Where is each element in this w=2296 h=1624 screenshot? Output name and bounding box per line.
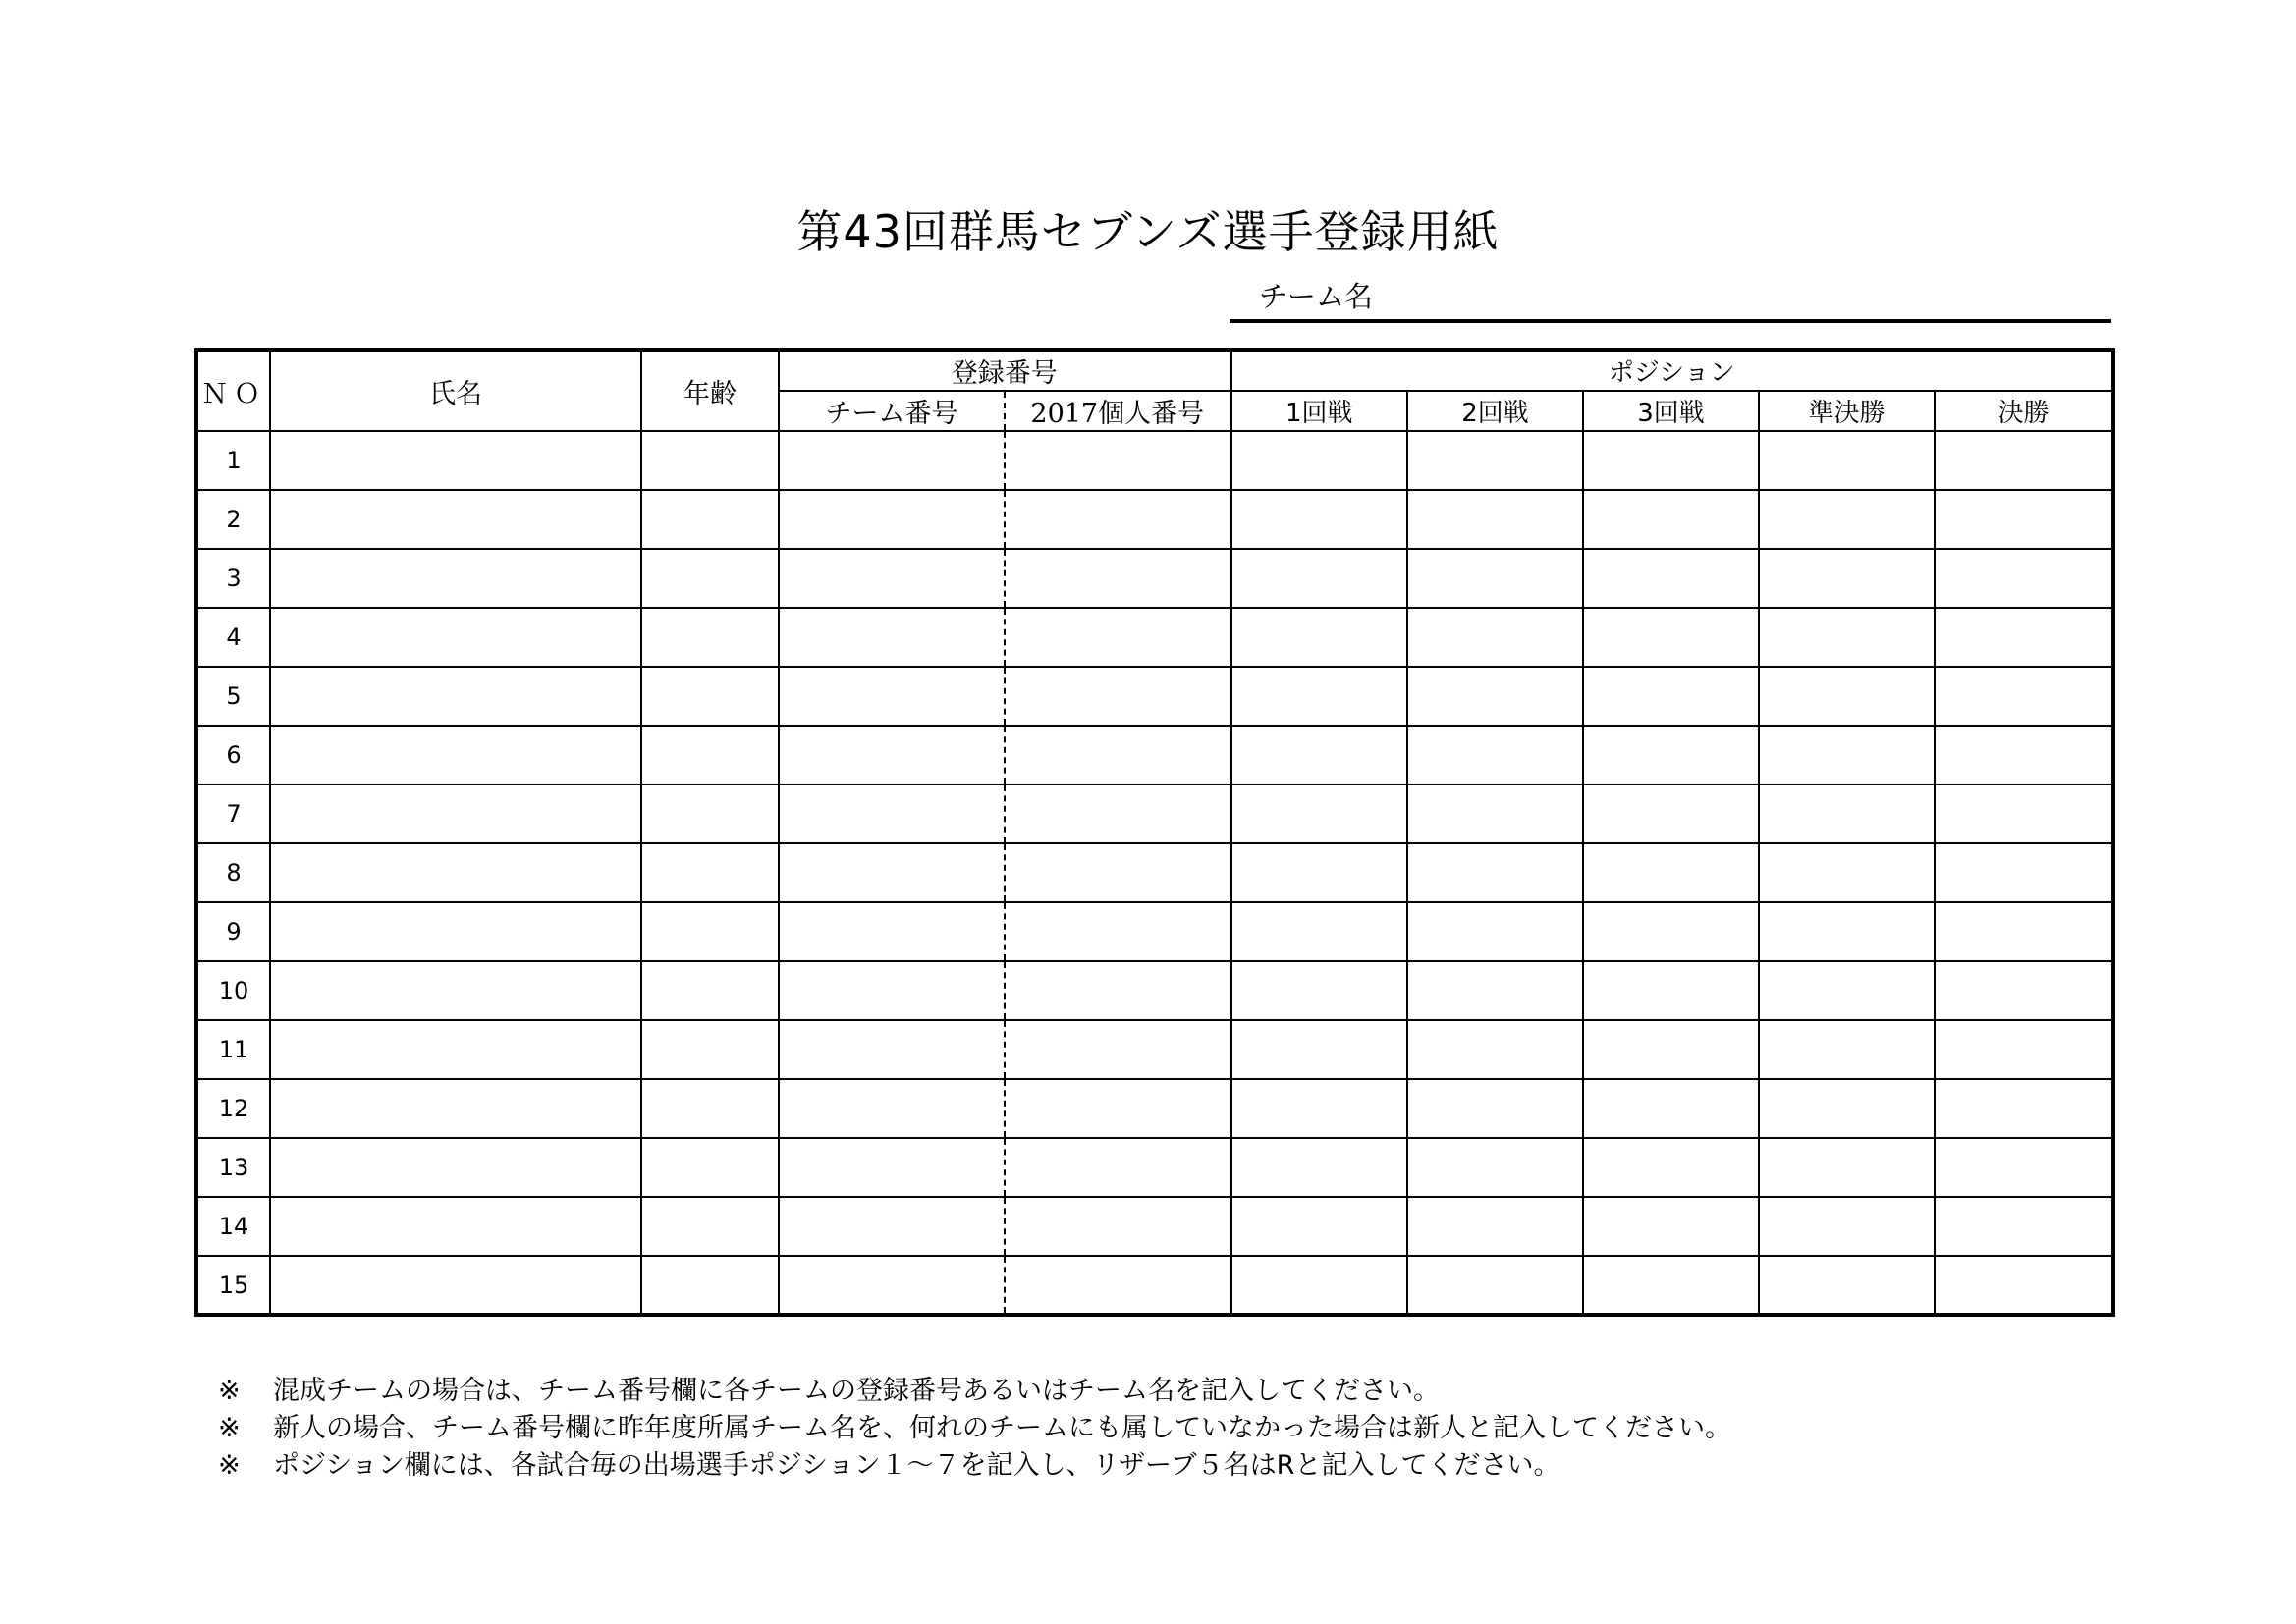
team-number-cell[interactable] [779, 1020, 1005, 1079]
final-cell[interactable] [1935, 726, 2113, 785]
final-cell[interactable] [1935, 1138, 2113, 1197]
round-1-cell[interactable] [1230, 549, 1407, 608]
team-number-cell[interactable] [779, 490, 1005, 549]
age-cell[interactable] [641, 431, 779, 490]
header-name: 氏名 [270, 350, 641, 431]
note-1 [218, 1373, 1731, 1410]
header-semifinal: 準決勝 [1759, 391, 1935, 431]
name-cell[interactable] [270, 1138, 641, 1197]
row-number: 6 [196, 726, 270, 785]
final-cell[interactable] [1935, 490, 2113, 549]
round-2-cell[interactable] [1407, 490, 1583, 549]
name-cell[interactable] [270, 667, 641, 726]
final-cell[interactable] [1935, 1197, 2113, 1256]
team-number-cell[interactable] [779, 431, 1005, 490]
team-number-cell[interactable] [779, 1138, 1005, 1197]
table-row [196, 490, 2113, 549]
final-cell[interactable] [1935, 608, 2113, 667]
personal-number-cell[interactable] [1005, 843, 1230, 902]
note-mark: ※ [218, 1413, 241, 1443]
name-cell[interactable] [270, 843, 641, 902]
name-cell[interactable] [270, 1197, 641, 1256]
notes [218, 1373, 1731, 1485]
personal-number-cell[interactable] [1005, 902, 1230, 961]
round-3-cell[interactable] [1583, 902, 1759, 961]
personal-number-cell[interactable] [1005, 1256, 1230, 1315]
round-2-cell[interactable] [1407, 1256, 1583, 1315]
round-2-cell[interactable] [1407, 1138, 1583, 1197]
header-registration: 登録番号 [779, 350, 1230, 391]
age-cell[interactable] [641, 785, 779, 843]
row-number: 7 [196, 785, 270, 843]
header-position: ポジション [1230, 350, 2113, 391]
row-number: 3 [196, 549, 270, 608]
team-number-cell[interactable] [779, 785, 1005, 843]
personal-number-cell[interactable] [1005, 1138, 1230, 1197]
semifinal-cell[interactable] [1759, 1020, 1935, 1079]
semifinal-cell[interactable] [1759, 490, 1935, 549]
round-3-cell[interactable] [1583, 1256, 1759, 1315]
personal-number-cell[interactable] [1005, 961, 1230, 1020]
round-3-cell[interactable] [1583, 549, 1759, 608]
name-cell[interactable] [270, 961, 641, 1020]
name-cell[interactable] [270, 1020, 641, 1079]
round-1-cell[interactable] [1230, 431, 1407, 490]
semifinal-cell[interactable] [1759, 549, 1935, 608]
name-cell[interactable] [270, 549, 641, 608]
round-2-cell[interactable] [1407, 843, 1583, 902]
round-1-cell[interactable] [1230, 1079, 1407, 1138]
header-team-number: チーム番号 [779, 391, 1005, 431]
final-cell[interactable] [1935, 785, 2113, 843]
personal-number-cell[interactable] [1005, 726, 1230, 785]
name-cell[interactable] [270, 608, 641, 667]
row-number: 11 [196, 1020, 270, 1079]
team-number-cell[interactable] [779, 961, 1005, 1020]
round-2-cell[interactable] [1407, 431, 1583, 490]
semifinal-cell[interactable] [1759, 1138, 1935, 1197]
header-personal-number: 2017個人番号 [1005, 391, 1230, 431]
note-mark: ※ [218, 1450, 241, 1481]
round-2-cell[interactable] [1407, 785, 1583, 843]
final-cell[interactable] [1935, 902, 2113, 961]
header-no: ＮＯ [196, 350, 270, 431]
semifinal-cell[interactable] [1759, 785, 1935, 843]
age-cell[interactable] [641, 1197, 779, 1256]
round-1-cell[interactable] [1230, 902, 1407, 961]
round-1-cell[interactable] [1230, 1020, 1407, 1079]
semifinal-cell[interactable] [1759, 726, 1935, 785]
semifinal-cell[interactable] [1759, 902, 1935, 961]
table-row [196, 431, 2113, 490]
age-cell[interactable] [641, 667, 779, 726]
semifinal-cell[interactable] [1759, 843, 1935, 902]
table-row [196, 1138, 2113, 1197]
final-cell[interactable] [1935, 549, 2113, 608]
row-number: 13 [196, 1138, 270, 1197]
row-number: 12 [196, 1079, 270, 1138]
semifinal-cell[interactable] [1759, 1256, 1935, 1315]
personal-number-cell[interactable] [1005, 490, 1230, 549]
round-1-cell[interactable] [1230, 843, 1407, 902]
row-number: 4 [196, 608, 270, 667]
table-row [196, 667, 2113, 726]
semifinal-cell[interactable] [1759, 608, 1935, 667]
name-cell[interactable] [270, 431, 641, 490]
table-row [196, 902, 2113, 961]
team-name-label: チーム名 [1259, 280, 1374, 313]
table-row [196, 843, 2113, 902]
team-number-cell[interactable] [779, 608, 1005, 667]
round-2-cell[interactable] [1407, 1020, 1583, 1079]
table-row [196, 1020, 2113, 1079]
semifinal-cell[interactable] [1759, 667, 1935, 726]
age-cell[interactable] [641, 490, 779, 549]
round-1-cell[interactable] [1230, 608, 1407, 667]
final-cell[interactable] [1935, 961, 2113, 1020]
row-number: 5 [196, 667, 270, 726]
round-3-cell[interactable] [1583, 1138, 1759, 1197]
name-cell[interactable] [270, 902, 641, 961]
table-row [196, 1197, 2113, 1256]
round-1-cell[interactable] [1230, 785, 1407, 843]
round-1-cell[interactable] [1230, 726, 1407, 785]
team-number-cell[interactable] [779, 902, 1005, 961]
round-3-cell[interactable] [1583, 608, 1759, 667]
personal-number-cell[interactable] [1005, 1020, 1230, 1079]
note-3 [218, 1447, 1731, 1485]
registration-table [194, 348, 2115, 1317]
team-number-cell[interactable] [779, 1079, 1005, 1138]
name-cell[interactable] [270, 1256, 641, 1315]
personal-number-cell[interactable] [1005, 785, 1230, 843]
table-row [196, 1079, 2113, 1138]
team-number-cell[interactable] [779, 726, 1005, 785]
personal-number-cell[interactable] [1005, 667, 1230, 726]
name-cell[interactable] [270, 1079, 641, 1138]
semifinal-cell[interactable] [1759, 961, 1935, 1020]
round-2-cell[interactable] [1407, 1197, 1583, 1256]
round-1-cell[interactable] [1230, 1197, 1407, 1256]
age-cell[interactable] [641, 843, 779, 902]
row-number: 9 [196, 902, 270, 961]
round-1-cell[interactable] [1230, 490, 1407, 549]
name-cell[interactable] [270, 726, 641, 785]
note-2 [218, 1410, 1731, 1447]
note-text: ポジション欄には、各試合毎の出場選手ポジション１～７を記入し、リザーブ５名はRと記入してください。 [273, 1450, 1560, 1481]
team-number-cell[interactable] [779, 843, 1005, 902]
round-2-cell[interactable] [1407, 549, 1583, 608]
note-text: 新人の場合、チーム番号欄に昨年度所属チーム名を、何れのチームにも属していなかった場合は新人と記入してください。 [273, 1413, 1731, 1443]
round-2-cell[interactable] [1407, 608, 1583, 667]
team-number-cell[interactable] [779, 667, 1005, 726]
age-cell[interactable] [641, 1256, 779, 1315]
row-number: 2 [196, 490, 270, 549]
page-title: 第43回群馬セブンズ選手登録用紙 [796, 205, 1500, 258]
final-cell[interactable] [1935, 667, 2113, 726]
round-3-cell[interactable] [1583, 1197, 1759, 1256]
personal-number-cell[interactable] [1005, 431, 1230, 490]
round-2-cell[interactable] [1407, 961, 1583, 1020]
table-row [196, 608, 2113, 667]
round-1-cell[interactable] [1230, 667, 1407, 726]
round-1-cell[interactable] [1230, 1138, 1407, 1197]
personal-number-cell[interactable] [1005, 1079, 1230, 1138]
round-3-cell[interactable] [1583, 490, 1759, 549]
round-3-cell[interactable] [1583, 785, 1759, 843]
age-cell[interactable] [641, 1138, 779, 1197]
row-number: 14 [196, 1197, 270, 1256]
round-3-cell[interactable] [1583, 1020, 1759, 1079]
header-round-1: 1回戦 [1230, 391, 1407, 431]
row-number: 1 [196, 431, 270, 490]
personal-number-cell[interactable] [1005, 1197, 1230, 1256]
personal-number-cell[interactable] [1005, 549, 1230, 608]
note-mark: ※ [218, 1376, 241, 1406]
round-2-cell[interactable] [1407, 1079, 1583, 1138]
row-number: 15 [196, 1256, 270, 1315]
row-number: 10 [196, 961, 270, 1020]
team-number-cell[interactable] [779, 1256, 1005, 1315]
round-2-cell[interactable] [1407, 726, 1583, 785]
semifinal-cell[interactable] [1759, 1197, 1935, 1256]
semifinal-cell[interactable] [1759, 431, 1935, 490]
table-row [196, 726, 2113, 785]
round-3-cell[interactable] [1583, 1079, 1759, 1138]
round-3-cell[interactable] [1583, 961, 1759, 1020]
table-row [196, 1256, 2113, 1315]
name-cell[interactable] [270, 785, 641, 843]
semifinal-cell[interactable] [1759, 1079, 1935, 1138]
final-cell[interactable] [1935, 1256, 2113, 1315]
header-final: 決勝 [1935, 391, 2113, 431]
name-cell[interactable] [270, 490, 641, 549]
age-cell[interactable] [641, 1020, 779, 1079]
final-cell[interactable] [1935, 1020, 2113, 1079]
round-2-cell[interactable] [1407, 902, 1583, 961]
round-3-cell[interactable] [1583, 431, 1759, 490]
age-cell[interactable] [641, 608, 779, 667]
round-3-cell[interactable] [1583, 667, 1759, 726]
final-cell[interactable] [1935, 1079, 2113, 1138]
age-cell[interactable] [641, 902, 779, 961]
final-cell[interactable] [1935, 843, 2113, 902]
team-number-cell[interactable] [779, 549, 1005, 608]
age-cell[interactable] [641, 549, 779, 608]
header-round-2: 2回戦 [1407, 391, 1583, 431]
round-3-cell[interactable] [1583, 726, 1759, 785]
age-cell[interactable] [641, 726, 779, 785]
age-cell[interactable] [641, 961, 779, 1020]
final-cell[interactable] [1935, 431, 2113, 490]
note-text: 混成チームの場合は、チーム番号欄に各チームの登録番号あるいはチーム名を記入してください。 [273, 1376, 1440, 1406]
row-number: 8 [196, 843, 270, 902]
header-age: 年齢 [641, 350, 779, 431]
table-row [196, 961, 2113, 1020]
round-1-cell[interactable] [1230, 961, 1407, 1020]
team-number-cell[interactable] [779, 1197, 1005, 1256]
table-row [196, 785, 2113, 843]
personal-number-cell[interactable] [1005, 608, 1230, 667]
round-2-cell[interactable] [1407, 667, 1583, 726]
round-3-cell[interactable] [1583, 843, 1759, 902]
table-row [196, 549, 2113, 608]
round-1-cell[interactable] [1230, 1256, 1407, 1315]
team-name-field[interactable] [1230, 319, 2111, 323]
age-cell[interactable] [641, 1079, 779, 1138]
header-round-3: 3回戦 [1583, 391, 1759, 431]
